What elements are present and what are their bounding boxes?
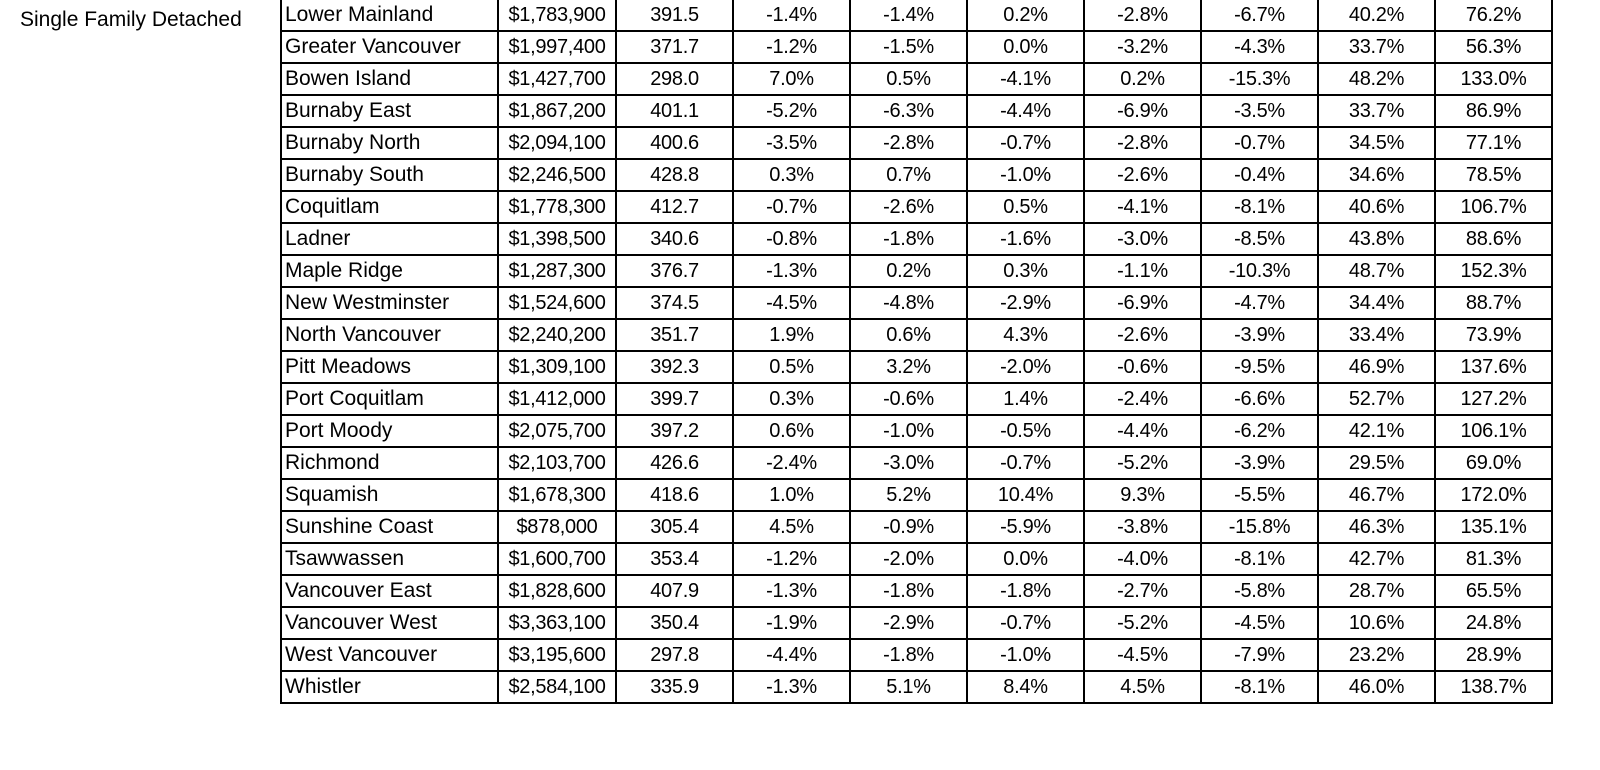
price-index-cell: 412.7 bbox=[616, 191, 733, 223]
change-2-cell: -0.9% bbox=[850, 511, 967, 543]
change-3-cell: 10.4% bbox=[967, 479, 1084, 511]
price-index-cell: 400.6 bbox=[616, 127, 733, 159]
change-2-cell: -1.4% bbox=[850, 0, 967, 31]
change-1-cell: 0.5% bbox=[733, 351, 850, 383]
change-3-cell: 0.3% bbox=[967, 255, 1084, 287]
change-5-cell: -3.9% bbox=[1201, 319, 1318, 351]
change-3-cell: -0.7% bbox=[967, 447, 1084, 479]
area-cell: Lower Mainland bbox=[281, 0, 498, 31]
change-5-cell: -5.5% bbox=[1201, 479, 1318, 511]
change-4-cell: 4.5% bbox=[1084, 671, 1201, 703]
area-cell: Whistler bbox=[281, 671, 498, 703]
price-index-cell: 418.6 bbox=[616, 479, 733, 511]
change-3-cell: -0.7% bbox=[967, 127, 1084, 159]
change-1-cell: 1.9% bbox=[733, 319, 850, 351]
benchmark-price-cell: $1,412,000 bbox=[498, 383, 616, 415]
change-6-cell: 52.7% bbox=[1318, 383, 1435, 415]
benchmark-price-cell: $1,398,500 bbox=[498, 223, 616, 255]
change-5-cell: -10.3% bbox=[1201, 255, 1318, 287]
table-row bbox=[281, 671, 1552, 703]
change-5-cell: -6.7% bbox=[1201, 0, 1318, 31]
change-1-cell: 1.0% bbox=[733, 479, 850, 511]
table-row bbox=[281, 63, 1552, 95]
area-cell: New Westminster bbox=[281, 287, 498, 319]
price-index-cell: 376.7 bbox=[616, 255, 733, 287]
change-2-cell: 5.2% bbox=[850, 479, 967, 511]
change-2-cell: -6.3% bbox=[850, 95, 967, 127]
benchmark-price-cell: $2,584,100 bbox=[498, 671, 616, 703]
change-5-cell: -8.1% bbox=[1201, 191, 1318, 223]
price-index-cell: 351.7 bbox=[616, 319, 733, 351]
change-4-cell: 0.2% bbox=[1084, 63, 1201, 95]
benchmark-price-cell: $2,094,100 bbox=[498, 127, 616, 159]
change-2-cell: -2.8% bbox=[850, 127, 967, 159]
change-4-cell: -6.9% bbox=[1084, 95, 1201, 127]
change-7-cell: 137.6% bbox=[1435, 351, 1552, 383]
change-6-cell: 48.2% bbox=[1318, 63, 1435, 95]
change-7-cell: 152.3% bbox=[1435, 255, 1552, 287]
change-4-cell: -3.8% bbox=[1084, 511, 1201, 543]
change-1-cell: -1.3% bbox=[733, 255, 850, 287]
change-7-cell: 106.7% bbox=[1435, 191, 1552, 223]
change-3-cell: 8.4% bbox=[967, 671, 1084, 703]
change-4-cell: -3.0% bbox=[1084, 223, 1201, 255]
change-6-cell: 29.5% bbox=[1318, 447, 1435, 479]
change-2-cell: -0.6% bbox=[850, 383, 967, 415]
price-index-cell: 335.9 bbox=[616, 671, 733, 703]
change-3-cell: 1.4% bbox=[967, 383, 1084, 415]
change-7-cell: 28.9% bbox=[1435, 639, 1552, 671]
price-index-cell: 392.3 bbox=[616, 351, 733, 383]
change-3-cell: -1.0% bbox=[967, 639, 1084, 671]
price-index-cell: 428.8 bbox=[616, 159, 733, 191]
change-4-cell: -0.6% bbox=[1084, 351, 1201, 383]
change-1-cell: -1.2% bbox=[733, 31, 850, 63]
change-6-cell: 40.2% bbox=[1318, 0, 1435, 31]
table-row bbox=[281, 319, 1552, 351]
change-5-cell: -6.6% bbox=[1201, 383, 1318, 415]
table-row bbox=[281, 575, 1552, 607]
price-index-cell: 353.4 bbox=[616, 543, 733, 575]
change-1-cell: -3.5% bbox=[733, 127, 850, 159]
table-row bbox=[281, 543, 1552, 575]
benchmark-price-cell: $1,309,100 bbox=[498, 351, 616, 383]
change-3-cell: 0.0% bbox=[967, 543, 1084, 575]
change-5-cell: -15.8% bbox=[1201, 511, 1318, 543]
change-6-cell: 46.7% bbox=[1318, 479, 1435, 511]
change-7-cell: 78.5% bbox=[1435, 159, 1552, 191]
change-6-cell: 43.8% bbox=[1318, 223, 1435, 255]
change-2-cell: -1.8% bbox=[850, 639, 967, 671]
area-cell: Vancouver West bbox=[281, 607, 498, 639]
change-5-cell: -4.5% bbox=[1201, 607, 1318, 639]
benchmark-price-cell: $1,600,700 bbox=[498, 543, 616, 575]
change-4-cell: -2.4% bbox=[1084, 383, 1201, 415]
benchmark-price-cell: $1,867,200 bbox=[498, 95, 616, 127]
change-7-cell: 69.0% bbox=[1435, 447, 1552, 479]
area-cell: North Vancouver bbox=[281, 319, 498, 351]
table-row bbox=[281, 255, 1552, 287]
change-6-cell: 48.7% bbox=[1318, 255, 1435, 287]
change-7-cell: 76.2% bbox=[1435, 0, 1552, 31]
table-row bbox=[281, 287, 1552, 319]
change-2-cell: -1.8% bbox=[850, 223, 967, 255]
change-1-cell: -2.4% bbox=[733, 447, 850, 479]
change-3-cell: 0.2% bbox=[967, 0, 1084, 31]
benchmark-price-cell: $1,997,400 bbox=[498, 31, 616, 63]
price-index-cell: 399.7 bbox=[616, 383, 733, 415]
change-5-cell: -4.3% bbox=[1201, 31, 1318, 63]
price-index-cell: 305.4 bbox=[616, 511, 733, 543]
area-cell: West Vancouver bbox=[281, 639, 498, 671]
table-body bbox=[281, 0, 1552, 703]
change-6-cell: 33.4% bbox=[1318, 319, 1435, 351]
change-2-cell: -1.0% bbox=[850, 415, 967, 447]
benchmark-price-cell: $2,075,700 bbox=[498, 415, 616, 447]
change-6-cell: 46.0% bbox=[1318, 671, 1435, 703]
change-3-cell: -1.6% bbox=[967, 223, 1084, 255]
price-index-cell: 350.4 bbox=[616, 607, 733, 639]
change-4-cell: 9.3% bbox=[1084, 479, 1201, 511]
change-7-cell: 106.1% bbox=[1435, 415, 1552, 447]
change-7-cell: 81.3% bbox=[1435, 543, 1552, 575]
change-5-cell: -3.5% bbox=[1201, 95, 1318, 127]
price-index-cell: 374.5 bbox=[616, 287, 733, 319]
benchmark-price-cell: $1,828,600 bbox=[498, 575, 616, 607]
change-4-cell: -4.0% bbox=[1084, 543, 1201, 575]
change-4-cell: -2.6% bbox=[1084, 159, 1201, 191]
table-row bbox=[281, 607, 1552, 639]
benchmark-price-cell: $2,103,700 bbox=[498, 447, 616, 479]
table-row bbox=[281, 31, 1552, 63]
change-6-cell: 34.6% bbox=[1318, 159, 1435, 191]
change-3-cell: -1.8% bbox=[967, 575, 1084, 607]
change-7-cell: 77.1% bbox=[1435, 127, 1552, 159]
change-3-cell: -2.9% bbox=[967, 287, 1084, 319]
change-6-cell: 42.1% bbox=[1318, 415, 1435, 447]
change-3-cell: -4.4% bbox=[967, 95, 1084, 127]
change-2-cell: -2.9% bbox=[850, 607, 967, 639]
area-cell: Ladner bbox=[281, 223, 498, 255]
change-5-cell: -0.4% bbox=[1201, 159, 1318, 191]
area-cell: Burnaby North bbox=[281, 127, 498, 159]
table-row bbox=[281, 415, 1552, 447]
change-6-cell: 34.4% bbox=[1318, 287, 1435, 319]
area-cell: Port Coquitlam bbox=[281, 383, 498, 415]
change-5-cell: -8.1% bbox=[1201, 543, 1318, 575]
benchmark-price-cell: $3,195,600 bbox=[498, 639, 616, 671]
change-4-cell: -6.9% bbox=[1084, 287, 1201, 319]
change-6-cell: 33.7% bbox=[1318, 95, 1435, 127]
change-4-cell: -2.7% bbox=[1084, 575, 1201, 607]
change-1-cell: 0.3% bbox=[733, 159, 850, 191]
area-cell: Vancouver East bbox=[281, 575, 498, 607]
change-7-cell: 88.7% bbox=[1435, 287, 1552, 319]
change-5-cell: -8.5% bbox=[1201, 223, 1318, 255]
change-4-cell: -5.2% bbox=[1084, 447, 1201, 479]
change-5-cell: -5.8% bbox=[1201, 575, 1318, 607]
change-7-cell: 56.3% bbox=[1435, 31, 1552, 63]
change-4-cell: -5.2% bbox=[1084, 607, 1201, 639]
change-1-cell: -4.4% bbox=[733, 639, 850, 671]
change-6-cell: 23.2% bbox=[1318, 639, 1435, 671]
benchmark-price-cell: $1,783,900 bbox=[498, 0, 616, 31]
change-2-cell: 3.2% bbox=[850, 351, 967, 383]
change-5-cell: -8.1% bbox=[1201, 671, 1318, 703]
change-7-cell: 86.9% bbox=[1435, 95, 1552, 127]
change-5-cell: -15.3% bbox=[1201, 63, 1318, 95]
change-6-cell: 40.6% bbox=[1318, 191, 1435, 223]
change-2-cell: -1.8% bbox=[850, 575, 967, 607]
change-2-cell: 0.5% bbox=[850, 63, 967, 95]
change-5-cell: -4.7% bbox=[1201, 287, 1318, 319]
change-4-cell: -1.1% bbox=[1084, 255, 1201, 287]
change-4-cell: -4.1% bbox=[1084, 191, 1201, 223]
change-6-cell: 42.7% bbox=[1318, 543, 1435, 575]
benchmark-price-cell: $1,678,300 bbox=[498, 479, 616, 511]
change-3-cell: -4.1% bbox=[967, 63, 1084, 95]
change-2-cell: 5.1% bbox=[850, 671, 967, 703]
change-4-cell: -2.8% bbox=[1084, 127, 1201, 159]
change-2-cell: -3.0% bbox=[850, 447, 967, 479]
change-5-cell: -0.7% bbox=[1201, 127, 1318, 159]
table-row bbox=[281, 127, 1552, 159]
change-7-cell: 73.9% bbox=[1435, 319, 1552, 351]
area-cell: Greater Vancouver bbox=[281, 31, 498, 63]
change-3-cell: 4.3% bbox=[967, 319, 1084, 351]
price-index-cell: 391.5 bbox=[616, 0, 733, 31]
change-4-cell: -2.6% bbox=[1084, 319, 1201, 351]
change-2-cell: -2.6% bbox=[850, 191, 967, 223]
change-5-cell: -7.9% bbox=[1201, 639, 1318, 671]
benchmark-price-cell: $2,246,500 bbox=[498, 159, 616, 191]
change-3-cell: -5.9% bbox=[967, 511, 1084, 543]
change-4-cell: -4.4% bbox=[1084, 415, 1201, 447]
table-row bbox=[281, 159, 1552, 191]
table-row bbox=[281, 383, 1552, 415]
change-3-cell: -0.5% bbox=[967, 415, 1084, 447]
table-row bbox=[281, 447, 1552, 479]
change-5-cell: -6.2% bbox=[1201, 415, 1318, 447]
price-index-cell: 426.6 bbox=[616, 447, 733, 479]
change-7-cell: 135.1% bbox=[1435, 511, 1552, 543]
change-1-cell: -4.5% bbox=[733, 287, 850, 319]
area-cell: Tsawwassen bbox=[281, 543, 498, 575]
change-1-cell: -1.2% bbox=[733, 543, 850, 575]
change-1-cell: -0.7% bbox=[733, 191, 850, 223]
benchmark-price-cell: $1,287,300 bbox=[498, 255, 616, 287]
change-7-cell: 138.7% bbox=[1435, 671, 1552, 703]
change-6-cell: 33.7% bbox=[1318, 31, 1435, 63]
area-cell: Bowen Island bbox=[281, 63, 498, 95]
price-index-cell: 371.7 bbox=[616, 31, 733, 63]
table-row bbox=[281, 223, 1552, 255]
change-7-cell: 133.0% bbox=[1435, 63, 1552, 95]
area-cell: Burnaby South bbox=[281, 159, 498, 191]
benchmark-price-cell: $1,427,700 bbox=[498, 63, 616, 95]
area-cell: Burnaby East bbox=[281, 95, 498, 127]
area-cell: Pitt Meadows bbox=[281, 351, 498, 383]
change-1-cell: 0.6% bbox=[733, 415, 850, 447]
benchmark-price-cell: $2,240,200 bbox=[498, 319, 616, 351]
change-6-cell: 10.6% bbox=[1318, 607, 1435, 639]
change-3-cell: -2.0% bbox=[967, 351, 1084, 383]
change-1-cell: -1.3% bbox=[733, 575, 850, 607]
change-2-cell: 0.6% bbox=[850, 319, 967, 351]
change-2-cell: 0.2% bbox=[850, 255, 967, 287]
benchmark-price-cell: $1,778,300 bbox=[498, 191, 616, 223]
table-row bbox=[281, 351, 1552, 383]
table-row bbox=[281, 479, 1552, 511]
change-7-cell: 127.2% bbox=[1435, 383, 1552, 415]
change-1-cell: -1.9% bbox=[733, 607, 850, 639]
change-4-cell: -2.8% bbox=[1084, 0, 1201, 31]
change-1-cell: -1.3% bbox=[733, 671, 850, 703]
area-cell: Maple Ridge bbox=[281, 255, 498, 287]
change-3-cell: 0.0% bbox=[967, 31, 1084, 63]
change-7-cell: 24.8% bbox=[1435, 607, 1552, 639]
change-1-cell: 7.0% bbox=[733, 63, 850, 95]
category-label: Single Family Detached bbox=[20, 8, 242, 31]
change-3-cell: -1.0% bbox=[967, 159, 1084, 191]
table-row bbox=[281, 191, 1552, 223]
table-row bbox=[281, 639, 1552, 671]
change-4-cell: -3.2% bbox=[1084, 31, 1201, 63]
area-cell: Port Moody bbox=[281, 415, 498, 447]
benchmark-price-table bbox=[280, 0, 1553, 704]
price-index-cell: 401.1 bbox=[616, 95, 733, 127]
table-row bbox=[281, 0, 1552, 31]
benchmark-price-cell: $1,524,600 bbox=[498, 287, 616, 319]
change-2-cell: -4.8% bbox=[850, 287, 967, 319]
change-6-cell: 34.5% bbox=[1318, 127, 1435, 159]
price-index-cell: 298.0 bbox=[616, 63, 733, 95]
benchmark-price-cell: $3,363,100 bbox=[498, 607, 616, 639]
change-7-cell: 88.6% bbox=[1435, 223, 1552, 255]
change-5-cell: -3.9% bbox=[1201, 447, 1318, 479]
change-1-cell: -0.8% bbox=[733, 223, 850, 255]
area-cell: Squamish bbox=[281, 479, 498, 511]
price-index-cell: 407.9 bbox=[616, 575, 733, 607]
area-cell: Richmond bbox=[281, 447, 498, 479]
price-index-cell: 297.8 bbox=[616, 639, 733, 671]
change-3-cell: -0.7% bbox=[967, 607, 1084, 639]
benchmark-price-cell: $878,000 bbox=[498, 511, 616, 543]
change-6-cell: 46.9% bbox=[1318, 351, 1435, 383]
change-7-cell: 172.0% bbox=[1435, 479, 1552, 511]
change-1-cell: 0.3% bbox=[733, 383, 850, 415]
price-index-cell: 397.2 bbox=[616, 415, 733, 447]
price-index-cell: 340.6 bbox=[616, 223, 733, 255]
area-cell: Sunshine Coast bbox=[281, 511, 498, 543]
change-1-cell: -1.4% bbox=[733, 0, 850, 31]
change-2-cell: 0.7% bbox=[850, 159, 967, 191]
change-1-cell: 4.5% bbox=[733, 511, 850, 543]
change-1-cell: -5.2% bbox=[733, 95, 850, 127]
change-5-cell: -9.5% bbox=[1201, 351, 1318, 383]
change-6-cell: 28.7% bbox=[1318, 575, 1435, 607]
change-2-cell: -1.5% bbox=[850, 31, 967, 63]
change-7-cell: 65.5% bbox=[1435, 575, 1552, 607]
table-row bbox=[281, 95, 1552, 127]
change-2-cell: -2.0% bbox=[850, 543, 967, 575]
change-4-cell: -4.5% bbox=[1084, 639, 1201, 671]
change-3-cell: 0.5% bbox=[967, 191, 1084, 223]
table-row bbox=[281, 511, 1552, 543]
area-cell: Coquitlam bbox=[281, 191, 498, 223]
change-6-cell: 46.3% bbox=[1318, 511, 1435, 543]
